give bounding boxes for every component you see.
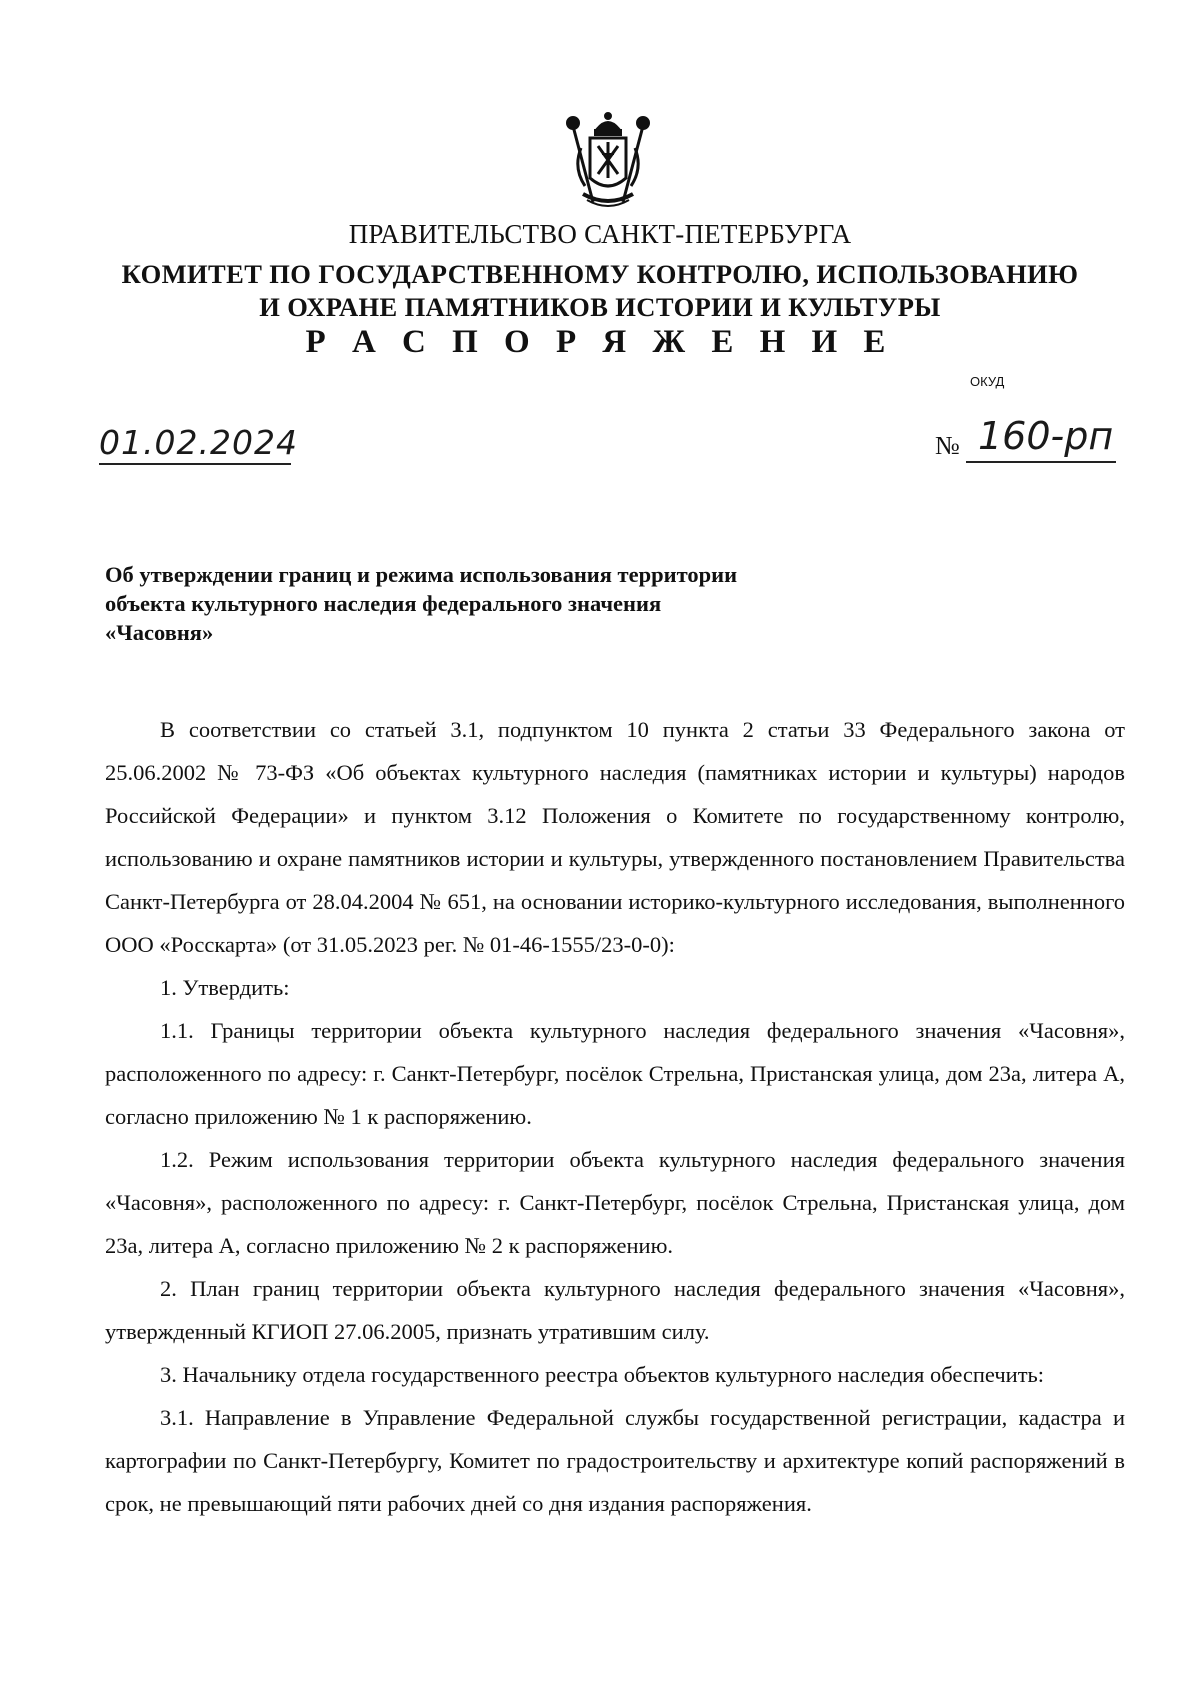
document-date: 01.02.2024 [99,423,298,462]
committee-name-line-1: КОМИТЕТ ПО ГОСУДАРСТВЕННОМУ КОНТРОЛЮ, ИСПОЛЬЗОВАНИЮ [121,259,1079,289]
subject-line-2: объекта культурного наследия федерального значения [105,591,662,616]
item-1-2-paragraph: 1.2. Режим использования территории объекта культурного наследия федерального значения «Часовня», расположенного по адресу: г. Санкт-Петербург, посёлок Стрельна, Пристанская улица, дом 23а, литера А, согласно приложению № 2 к распоряжению. [105,1147,1125,1258]
government-name: ПРАВИТЕЛЬСТВО САНКТ-ПЕТЕРБУРГА [348,219,852,249]
coat-of-arms-icon [563,108,653,212]
item-1-1-paragraph: 1.1. Границы территории объекта культурного наследия федерального значения «Часовня», расположенного по адресу: г. Санкт-Петербург, посёлок Стрельна, Пристанская улица, дом 23а, литера А, согласно приложению № 1 к распоряжению. [105,1018,1125,1129]
subject-line-3: «Часовня» [105,620,214,645]
item-2-paragraph: 2. План границ территории объекта культурного наследия федерального значения «Часовня», утвержденный КГИОП 27.06.2005, признать утратившим силу. [105,1276,1125,1344]
okud-label: ОКУД [970,374,1005,389]
date-underline [99,463,291,465]
document-subject [105,560,825,647]
item-3-1-paragraph: 3.1. Направление в Управление Федеральной службы государственной регистрации, кадастра и картографии по Санкт-Петербургу, Комитет по градостроительству и архитектуре копий распоряжений в срок, не превышающий пяти рабочих дней со дня издания распоряжения. [105,1405,1125,1516]
item-1-paragraph: 1. Утвердить: [160,975,290,1000]
committee-name-line-2: И ОХРАНЕ ПАМЯТНИКОВ ИСТОРИИ И КУЛЬТУРЫ [259,292,941,322]
document-body [105,708,1125,1525]
document-type: Р А С П О Р Я Ж Е Н И Е [305,324,895,360]
number-sign: № [935,431,960,460]
subject-line-1: Об утверждении границ и режима использования территории [105,562,738,587]
item-3-paragraph: 3. Начальнику отдела государственного реестра объектов культурного наследия обеспечить: [160,1362,1045,1387]
document-number: 160-рп [978,414,1114,458]
number-underline [966,461,1116,463]
preamble-paragraph: В соответствии со статьей 3.1, подпунктом 10 пункта 2 статьи 33 Федерального закона от 25.06.2002 № 73-ФЗ «Об объектах культурного наследия (памятниках истории и культуры) народов Российской Федерации» и пунктом 3.12 Положения о Комитете по государственному контролю, использованию и охране памятников истории и культуры, утвержденного постановлением Правительства Санкт-Петербурга от 28.04.2004 № 651, на основании историко-культурного исследования, выполненного ООО «Росскарта» (от 31.05.2023 рег. № 01-46-1555/23-0-0): [105,717,1125,957]
committee-name [0,258,1200,324]
